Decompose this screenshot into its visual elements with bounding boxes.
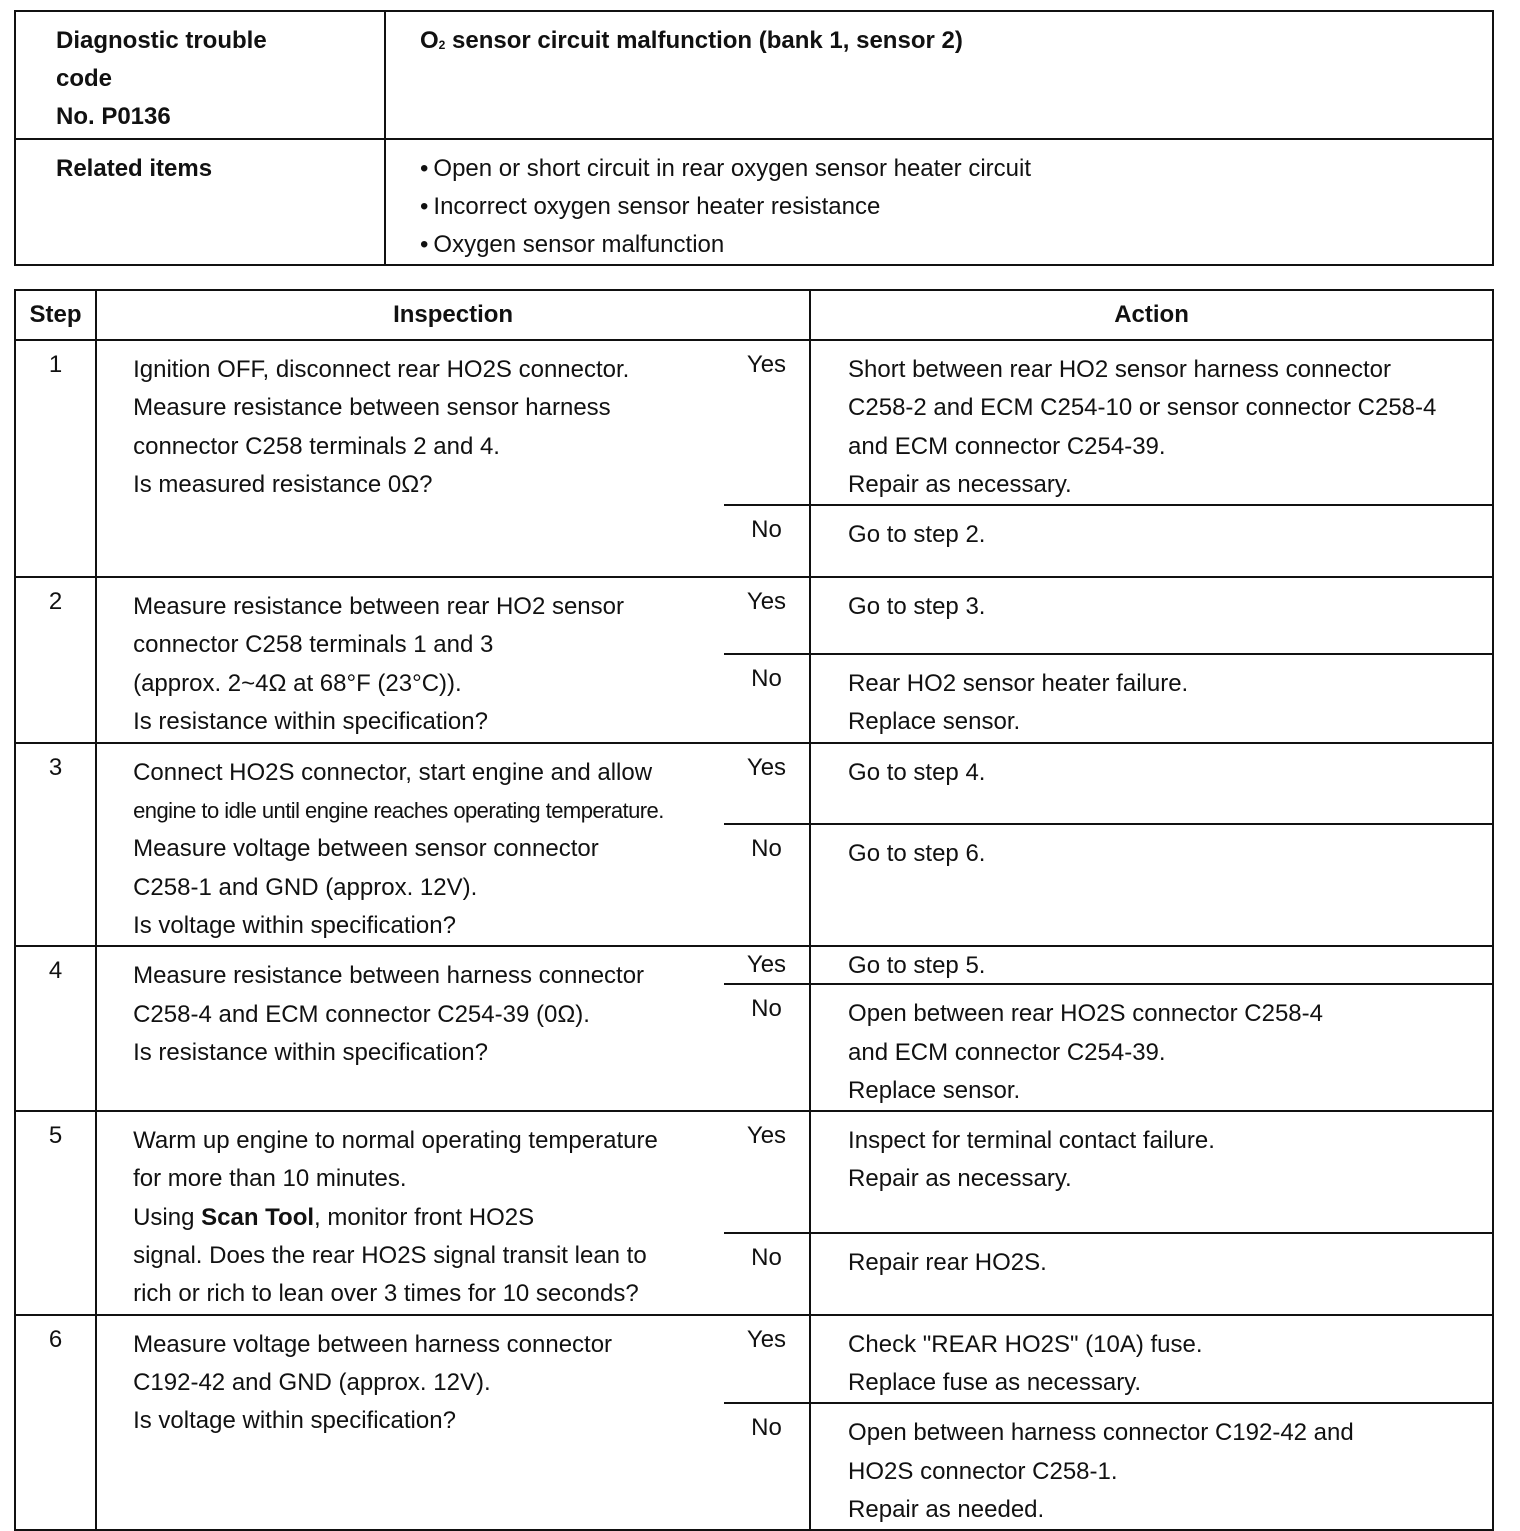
action-column-header: Action (810, 290, 1493, 340)
table-row (15, 946, 1493, 984)
yes-action: Check "REAR HO2S" (10A) fuse. Replace fuse as necessary. (810, 1315, 1493, 1404)
step-number: 4 (15, 946, 96, 1111)
no-action: Open between harness connector C192-42 and HO2S connector C258-1. Repair as needed. (810, 1403, 1493, 1530)
no-label: No (724, 505, 810, 577)
related-item: • Oxygen sensor malfunction (420, 226, 1492, 264)
yes-action: Short between rear HO2 sensor harness connector C258-2 and ECM C254-10 or sensor connector C258-4 and ECM connector C254-39. Repair as necessary. (810, 340, 1493, 505)
inspection-cell: Ignition OFF, disconnect rear HO2S connector. Measure resistance between sensor harness connector C258 terminals 2 and 4. Is measured resistance 0Ω? (96, 340, 724, 577)
yes-action: Go to step 3. (810, 577, 1493, 654)
step-number: 5 (15, 1111, 96, 1314)
dtc-title-cell (385, 11, 1493, 139)
no-label: No (724, 824, 810, 946)
no-label: No (724, 1403, 810, 1530)
inspection-cell: Measure resistance between harness connector C258-4 and ECM connector C254-39 (0Ω). Is resistance within specification? (96, 946, 724, 1111)
diagnostic-procedure-table (14, 289, 1494, 1531)
yes-label: Yes (724, 946, 810, 984)
no-action: Go to step 2. (810, 505, 1493, 577)
dtc-label-cell (15, 11, 385, 139)
dtc-label-line: Diagnostic trouble (56, 27, 267, 54)
table-row (15, 1111, 1493, 1232)
yes-label: Yes (724, 743, 810, 825)
inspection-cell: Connect HO2S connector, start engine and allow engine to idle until engine reaches operating temperature. Measure voltage between sensor connector C258-1 and GND (approx. 12V). Is voltage within specification? (96, 743, 724, 946)
yes-label: Yes (724, 340, 810, 505)
table-header-row (15, 290, 1493, 340)
step-number: 3 (15, 743, 96, 946)
dtc-title: $O_2$ sensor circuit malfunction (bank 1, sensor 2) (420, 27, 963, 54)
dtc-header-table (14, 10, 1494, 266)
yes-label: Yes (724, 577, 810, 654)
table-row (15, 743, 1493, 825)
no-action: Rear HO2 sensor heater failure. Replace sensor. (810, 654, 1493, 743)
scan-tool-term: Scan Tool (201, 1203, 315, 1231)
no-label: No (724, 1233, 810, 1315)
no-label: No (724, 984, 810, 1111)
inspection-cell: Measure resistance between rear HO2 sensor connector C258 terminals 1 and 3 (approx. 2~4Ω at 68°F (23°C)). Is resistance within specification? (96, 577, 724, 743)
yes-label: Yes (724, 1111, 810, 1232)
yes-label: Yes (724, 1315, 810, 1404)
table-row (15, 340, 1493, 505)
related-item: • Open or short circuit in rear oxygen sensor heater circuit (420, 150, 1492, 188)
step-number: 2 (15, 577, 96, 743)
table-row (15, 577, 1493, 654)
step-column-header: Step (15, 290, 96, 340)
table-row (15, 1315, 1493, 1404)
dtc-label-line: code (56, 65, 113, 92)
no-action: Go to step 6. (810, 824, 1493, 946)
yes-action: Go to step 4. (810, 743, 1493, 825)
related-items-label: Related items (15, 139, 385, 265)
inspection-cell: Measure voltage between harness connector C192-42 and GND (approx. 12V). Is voltage within specification? (96, 1315, 724, 1530)
no-action: Open between rear HO2S connector C258-4 and ECM connector C254-39. Replace sensor. (810, 984, 1493, 1111)
inspection-cell: Warm up engine to normal operating temperature for more than 10 minutes. Using Scan Tool, monitor front HO2S signal. Does the rear HO2S signal transit lean to rich or rich to lean over 3 times for 10 seconds? (96, 1111, 724, 1314)
step-number: 1 (15, 340, 96, 577)
yes-action: Go to step 5. (810, 946, 1493, 984)
dtc-code: No. P0136 (56, 103, 171, 130)
yes-action: Inspect for terminal contact failure. Repair as necessary. (810, 1111, 1493, 1232)
no-action: Repair rear HO2S. (810, 1233, 1493, 1315)
related-items-list (385, 139, 1493, 265)
related-item: • Incorrect oxygen sensor heater resistance (420, 188, 1492, 226)
no-label: No (724, 654, 810, 743)
step-number: 6 (15, 1315, 96, 1530)
inspection-column-header: Inspection (96, 290, 810, 340)
